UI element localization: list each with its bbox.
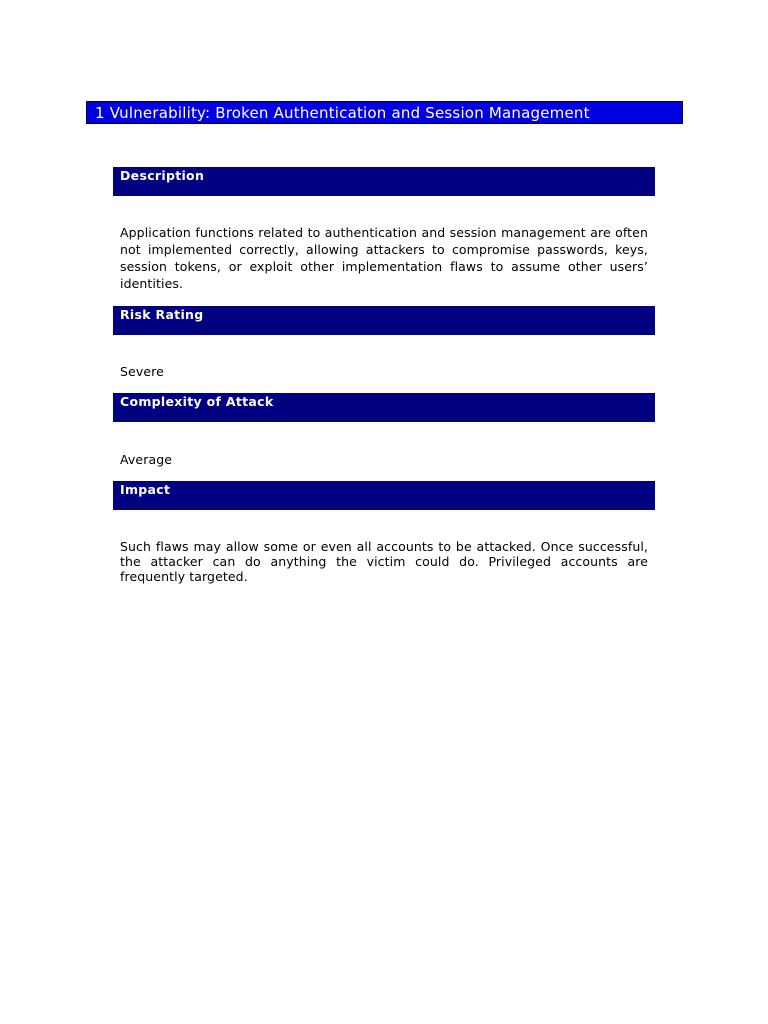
- impact-heading: Impact: [120, 482, 171, 497]
- complexity-value: Average: [120, 452, 173, 467]
- complexity-header: [113, 393, 655, 422]
- description-header: [113, 167, 655, 196]
- impact-header: [113, 481, 655, 510]
- vulnerability-title: 1 Vulnerability: Broken Authentication and Session Management: [95, 104, 590, 122]
- description-heading: Description: [120, 168, 205, 183]
- risk-rating-header: [113, 306, 655, 335]
- impact-text: Such flaws may allow some or even all accounts to be attacked. Once successful, the attacker can do anything the victim could do. Privileged accounts are frequently targeted.: [120, 539, 648, 584]
- risk-rating-value: Severe: [120, 364, 164, 379]
- complexity-heading: Complexity of Attack: [120, 394, 274, 409]
- risk-rating-heading: Risk Rating: [120, 307, 204, 322]
- description-text: Application functions related to authentication and session management are often not implemented correctly, allowing attackers to compromise passwords, keys, session tokens, or exploit other implementation flaws to assume other users’ identities.: [120, 225, 648, 291]
- vulnerability-title-bar: [86, 101, 683, 124]
